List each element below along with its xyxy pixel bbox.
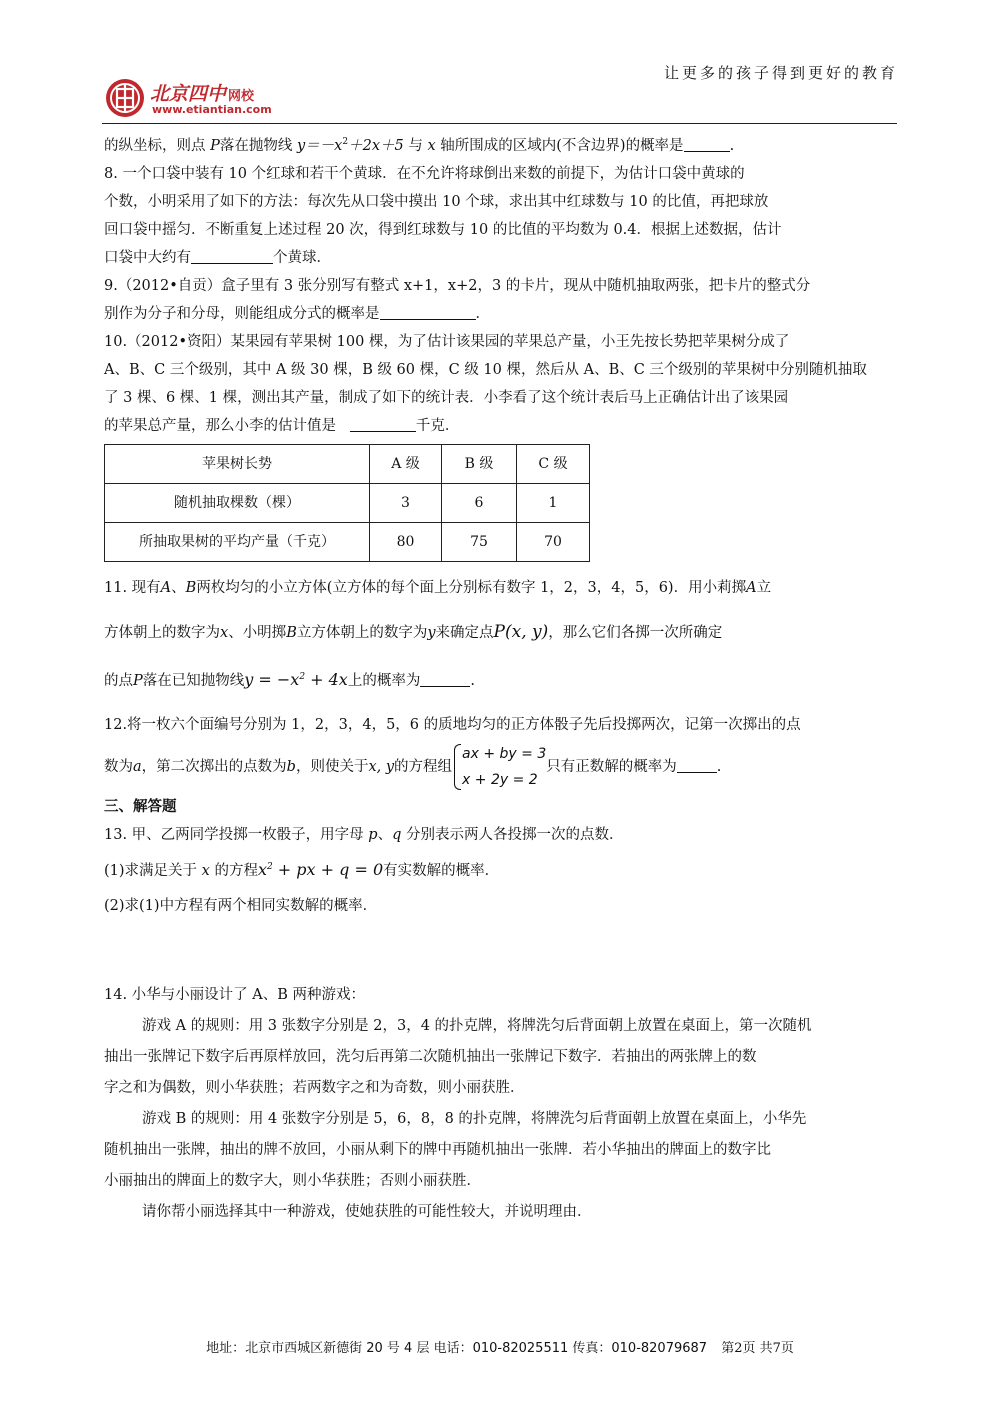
question-9: 9.（2012•自贡）盒子里有 3 张分别写有整式 x+1，x+2，3 的卡片，现从中随机抽取两张，把卡片的整式分 别作为分子和分母，则能组成分式的概率是 ．: [104, 277, 811, 322]
table-header-row: 苹果树长势 A 级 B 级 C 级: [105, 444, 590, 483]
question-8: 8. 一个口袋中装有 10 个红球和若干个黄球．在不允许将球倒出来数的前提下，为估计口袋中黄球的 个数，小明采用了如下的方法：每次先从口袋中摸出 10 个球，求出其中红球数与 10 的比值，再把球放 回口袋中摇匀．不断重复上述过程 20 次，得到红球数与 10 的比值的平均数为 0.4．根据上述数据，估计 口袋中大约有 个黄球．: [104, 165, 782, 266]
question-13: 13. 甲、乙两同学投掷一枚骰子，用字母 p、q 分别表示两人各投掷一次的点数． (1)求满足关于 x 的方程$x^2$ + px + q = 0有实数解的概率． (2)求(1)中方程有两个相同实数解的概率．: [104, 826, 624, 915]
table-row: 随机抽取棵数（棵） 3 6 1: [105, 483, 590, 522]
answer-blank: [420, 670, 470, 687]
answer-blank: [677, 756, 717, 773]
header-slogan: 让更多的孩子得到更好的教育: [663, 64, 898, 82]
answer-blank: [191, 247, 273, 264]
section-heading: 三、解答题: [104, 798, 177, 815]
question-12: 12.将一枚六个面编号分别为 1，2，3，4，5，6 的质地均匀的正方体骰子先后投掷两次，记第一次掷出的点 数为a，第二次掷出的点数为b，则使关于x, y的方程组ax + by = 3 x + 2y = 2只有正数解的概率为 .: [104, 709, 896, 793]
table-row: 所抽取果树的平均产量（千克） 80 75 70: [105, 522, 590, 561]
page-footer: [0, 1337, 1000, 1356]
logo-name: 北京四中 网校: [150, 83, 255, 105]
answer-blank: [684, 135, 730, 152]
question-14: 14. 小华与小丽设计了 A、B 两种游戏： 游戏 A 的规则：用 3 张数字分别是 2，3，4 的扑克牌，将牌洗匀后背面朝上放置在桌面上，第一次随机 抽出一张牌记下数字后再原样放回，洗匀后再第二次随机抽出一张牌记下数字．若抽出的两张牌上的数 字之和为偶数，则小华获胜；若两数字之和为奇数，则小丽获胜． 游戏 B 的规则：用 4 张数字分别是 5，6，8，8 的扑克牌，将牌洗匀后背面朝上放置在桌面上，小华先 随机抽出一张牌，抽出的牌不放回，小丽从剩下的牌中再随机抽出一张牌．若小华抽出的牌面上的数字比 小丽抽出的牌面上的数字大，则小华获胜；否则小丽获胜． 请你帮小丽选择其中一种游戏，使她获胜的可能性较大，并说明理由．: [104, 987, 812, 1221]
logo-emblem-icon: [104, 77, 146, 119]
header-divider: [102, 123, 897, 124]
equation-system: ax + by = 3 x + 2y = 2: [452, 741, 546, 793]
answer-blank: [380, 303, 476, 320]
question-10: 10.（2012•资阳）某果园有苹果树 100 棵，为了估计该果园的苹果总产量，小王先按长势把苹果树分成了 A、B、C 三个级别，其中 A 级 30 棵，B 级 60 棵，C 级 10 棵，然后从 A、B、C 三个级别的苹果树中分别随机抽取 了 3 棵、6 棵、1 棵，测出其产量，制成了如下的统计表．小李看了这个统计表后马上正确估计出了该果园 的苹果总产量，那么小李的估计值是 千克． 苹果树长势 A 级 B 级 C 级 随机抽取棵数（棵） 3 6 1 所抽取果树的平均产量（千克） 80 75 70: [104, 328, 896, 562]
school-logo: [104, 75, 304, 121]
footer-address: 地址：北京市西城区新德街 20 号 4 层 电话：010-82025511 传真：010-82079687: [206, 1341, 708, 1356]
page-number: 第2页 共7页: [721, 1341, 794, 1356]
apple-yield-table: [104, 444, 590, 562]
logo-url: www.etiantian.com: [152, 103, 272, 116]
page-content: [104, 128, 896, 1228]
answer-blank: [350, 415, 416, 432]
question-11: 11. 现有A、B两枚均匀的小立方体(立方体的每个面上分别标有数字 1，2，3，4，5，6)．用小莉掷A立 方体朝上的数字为x、小明掷B立方体朝上的数字为y来确定点P(x, y)，那么它们各掷一次所确定 的点P落在已知抛物线$y = -x^2 + 4x$上的概率为 .: [104, 579, 772, 689]
question-7-tail: 的纵坐标，则点 P落在抛物线 $y=-x^2+2x+5$ 与 x 轴所围成的区域内(不含边界)的概率是 .: [104, 128, 896, 160]
